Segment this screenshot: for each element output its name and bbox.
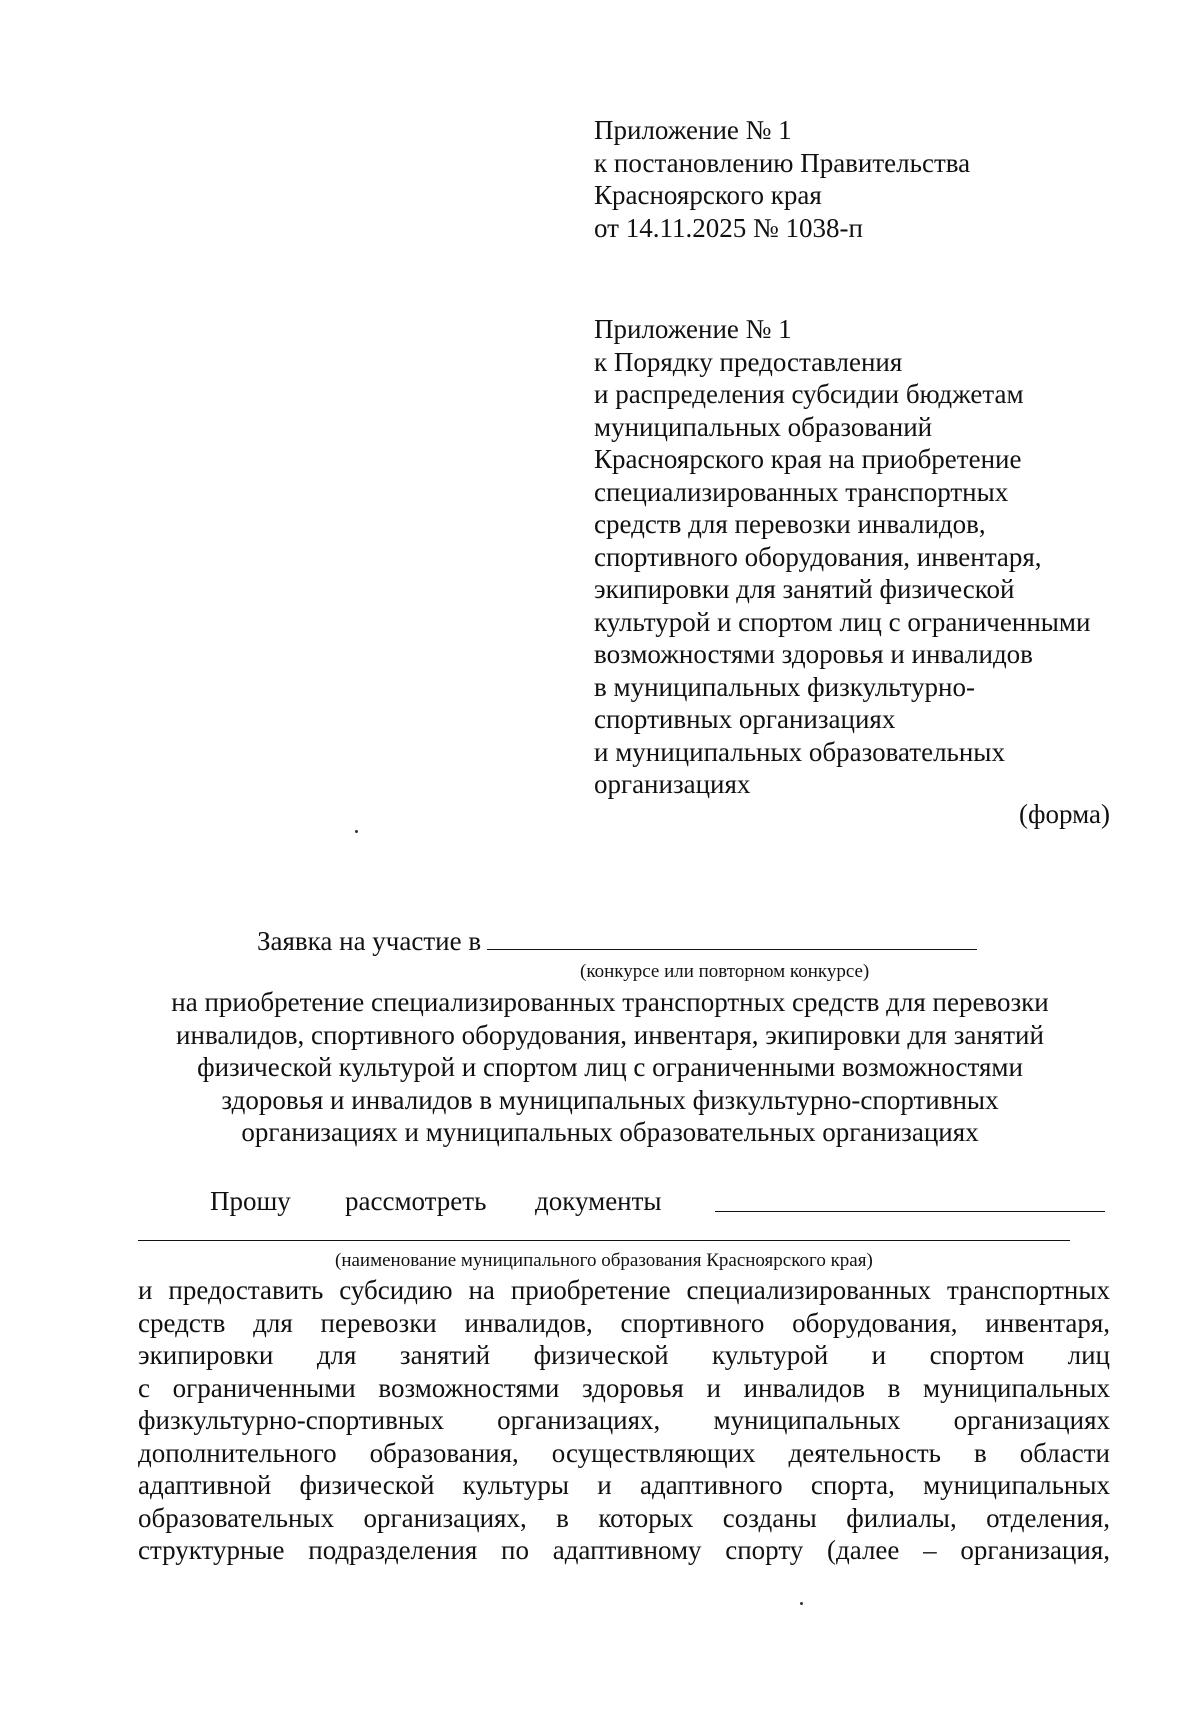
title-line: на приобретение специализированных транспортных средств для перевозки [171, 987, 1049, 1017]
title-lead-text: Заявка на участие в [257, 926, 482, 956]
body-line: с ограниченными возможностями здоровья и инвалидов в муниципальных [138, 1372, 1110, 1403]
request-word: рассмотреть [345, 1186, 487, 1216]
appendix-header-procedure [594, 313, 1090, 801]
title-line: инвалидов, спортивного оборудования, инвентаря, экипировки для занятий [176, 1019, 1044, 1050]
body-line: и предоставить субсидию на приобретение специализированных транспортных [138, 1275, 1110, 1305]
appendix-header-resolution [594, 114, 970, 244]
appendix-2-line: к Порядку предоставления [594, 346, 903, 377]
appendix-2-line: культурой и спортом лиц с ограниченными [594, 606, 1091, 637]
request-word: документы [535, 1186, 662, 1216]
title-line: организациях и муниципальных образовательных организациях [241, 1117, 979, 1147]
title-line: физической культурой и спортом лиц с ограниченными возможностями [197, 1052, 1023, 1082]
body-line: адаптивной физической культуры и адаптивного спорта, муниципальных [138, 1470, 1110, 1500]
body-line: образовательных организациях, в которых созданы филиалы, отделения, [138, 1502, 1110, 1533]
appendix-2-line: организациях [594, 769, 751, 799]
appendix-2-line: в муниципальных физкультурно- [594, 671, 975, 702]
contest-field-hint: (конкурсе или повторном конкурсе) [580, 961, 870, 982]
appendix-1-line: от 14.11.2025 № 1038-п [594, 212, 863, 243]
appendix-2-line: Приложение № 1 [594, 314, 792, 344]
appendix-2-line: муниципальных образований [594, 411, 933, 442]
municipality-blank-line[interactable] [138, 1240, 1070, 1241]
appendix-2-line: и муниципальных образовательных [594, 736, 1005, 767]
title-line: здоровья и инвалидов в муниципальных физкультурно-спортивных [221, 1084, 999, 1115]
scan-speck [355, 830, 358, 833]
application-title [140, 986, 1080, 1149]
request-body [138, 1274, 1110, 1567]
contest-blank-field[interactable] [487, 925, 977, 950]
form-label: (форма) [1019, 799, 1110, 829]
appendix-2-line: экипировки для занятий физической [594, 574, 1015, 604]
application-title-lead [257, 925, 977, 957]
appendix-2-line: Красноярского края на приобретение [594, 444, 1022, 474]
body-line: экипировки для занятий физической культурой и спортом лиц [138, 1340, 1110, 1370]
municipality-field-hint: (наименование муниципального образования Красноярского края) [335, 1250, 873, 1271]
body-line: дополнительного образования, осуществляющих деятельность в области [138, 1437, 1110, 1468]
appendix-1-line: Красноярского края [594, 180, 822, 210]
appendix-1-line: к постановлению Правительства [594, 147, 971, 178]
appendix-1-line: Приложение № 1 [594, 115, 792, 145]
appendix-2-line: средств для перевозки инвалидов, [594, 509, 986, 539]
appendix-2-line: спортивного оборудования, инвентаря, [594, 541, 1042, 572]
municipality-blank-field[interactable] [715, 1185, 1105, 1212]
appendix-2-line: специализированных транспортных [594, 476, 1009, 507]
body-line: средств для перевозки инвалидов, спортивного оборудования, инвентаря, [138, 1307, 1110, 1338]
body-line: структурные подразделения по адаптивному спорту (далее – организация, [138, 1535, 1110, 1565]
request-word: Прошу [210, 1186, 291, 1216]
appendix-2-line: спортивных организациях [594, 704, 896, 734]
appendix-2-line: и распределения субсидии бюджетам [594, 379, 1024, 409]
scan-speck [800, 1602, 803, 1605]
body-line: физкультурно-спортивных организациях, муниципальных организациях [138, 1405, 1110, 1435]
appendix-2-line: возможностями здоровья и инвалидов [594, 639, 1033, 669]
